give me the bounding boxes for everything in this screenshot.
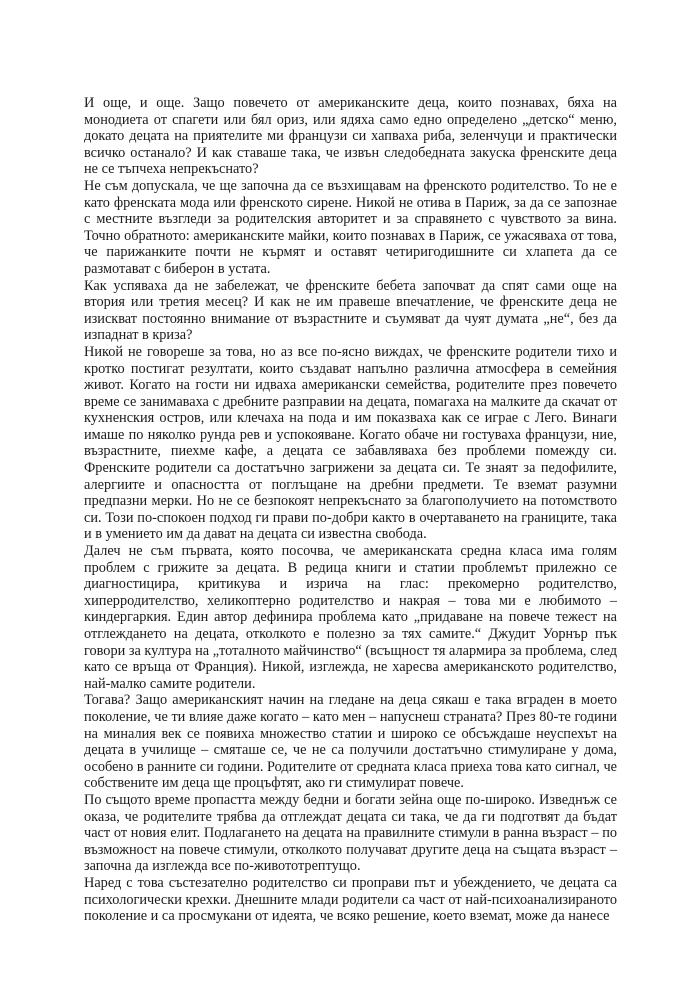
document-page — [84, 95, 617, 925]
paragraph-8: Наред с това състезателно родителство си проправи път и убеждението, че децата са психологически крехки. Днешните млади родители са част от най-психоанализираното поколение и са просмукани от идеята, че всяко решение, което вземат, може да нанесе — [84, 874, 617, 925]
paragraph-4: Никой не говореше за това, но аз все по-ясно виждах, че френските родители тихо и кротко постигат резултати, които създават напълно различна атмосфера в семейния живот. Когато на гости ни идваха американски семейства, родителите през повечето време се занимаваха с дребните разправии на децата, помагаха на малките да скачат от кухненския остров, или клечаха на пода и им показваха как се играе с Лего. Винаги имаше по няколко рунда рев и успокояване. Когато обаче ни гостуваха французи, ние, възрастните, пиехме кафе, а децата се забавляваха без проблеми помежду си. Френските родители са достатъчно загрижени за децата си. Те знаят за педофилите, алергиите и опасността от поглъщане на дребни предмети. Те вземат разумни предпазни мерки. Но не се безпокоят непрекъснато за благополучието на потомството си. Този по-спокоен подход ги прави по-добри както в очертаването на границите, така и в умението им да дават на децата си известна свобода. — [84, 343, 617, 543]
paragraph-5: Далеч не съм първата, която посочва, че американската средна класа има голям проблем с грижите за децата. В редица книги и статии проблемът прилежно се диагностицира, критикува и изрича на глас: прекомерно родителство, хиперродителство, хеликоптерно родителство и накрая – това ми е любимото – киндергаркия. Един автор дефинира проблема като „придаване на повече тежест на отглеждането на децата, отколкото е полезно за тях самите.“ Джудит Уорнър пък говори за култура на „тоталното майчинство“ (всъщност тя алармира за проблема, след като се връща от Франция). Никой, изглежда, не харесва американското родителство, най-малко самите родители. — [84, 543, 617, 692]
paragraph-6: Тогава? Защо американският начин на гледане на деца сякаш е така вграден в моето поколение, че ти влияе даже когато – като мен – напуснеш страната? През 80-те години на миналия век се появиха множество статии и широко се обсъждаше неуспехът на децата в училище – смяташе се, че не са получили достатъчно стимулиране у дома, особено в ранните си години. Родителите от средната класа приеха това като сигнал, че собствените им деца ще процъфтят, ако ги стимулират повече. — [84, 692, 617, 792]
paragraph-7: По същото време пропастта между бедни и богати зейна още по-широко. Изведнъж се оказа, че родителите трябва да отглеждат децата си така, че да ги подготвят да бъдат част от новия елит. Подлагането на децата на правилните стимули в ранна възраст – по възможност на повече стимули, отколкото получават другите деца на същата възраст – започна да изглежда все по-живототрептущо. — [84, 791, 617, 875]
paragraph-2: Не съм допускала, че ще започна да се възхищавам на френското родителство. То не е като френската мода или френското сирене. Никой не отива в Париж, за да се запознае с местните възгледи за родителския авторитет и за справянето с чувството за вина. Точно обратното: американските майки, които познавах в Париж, се ужасяваха от това, че парижанките почти не кърмят и оставят четиригодишните си хлапета да се размотават с биберон в устата. — [84, 177, 617, 277]
paragraph-1: И още, и още. Защо повечето от американските деца, които познавах, бяха на монодиета от спагети или бял ориз, или ядяха само едно определено „детско“ меню, докато децата на приятелите ми французи си хапваха риба, зеленчуци и практически всичко останало? И как ставаше така, че извън следобедната закуска френските деца не се тъпчеха непрекъснато? — [84, 95, 617, 178]
paragraph-3: Как успяваха да не забележат, че френските бебета започват да спят сами още на втория или третия месец? И как не им правеше впечатление, че френските деца не изискват постоянно внимание от възрастните и съумяват да чуят думата „не“, без да изпаднат в криза? — [84, 277, 617, 344]
